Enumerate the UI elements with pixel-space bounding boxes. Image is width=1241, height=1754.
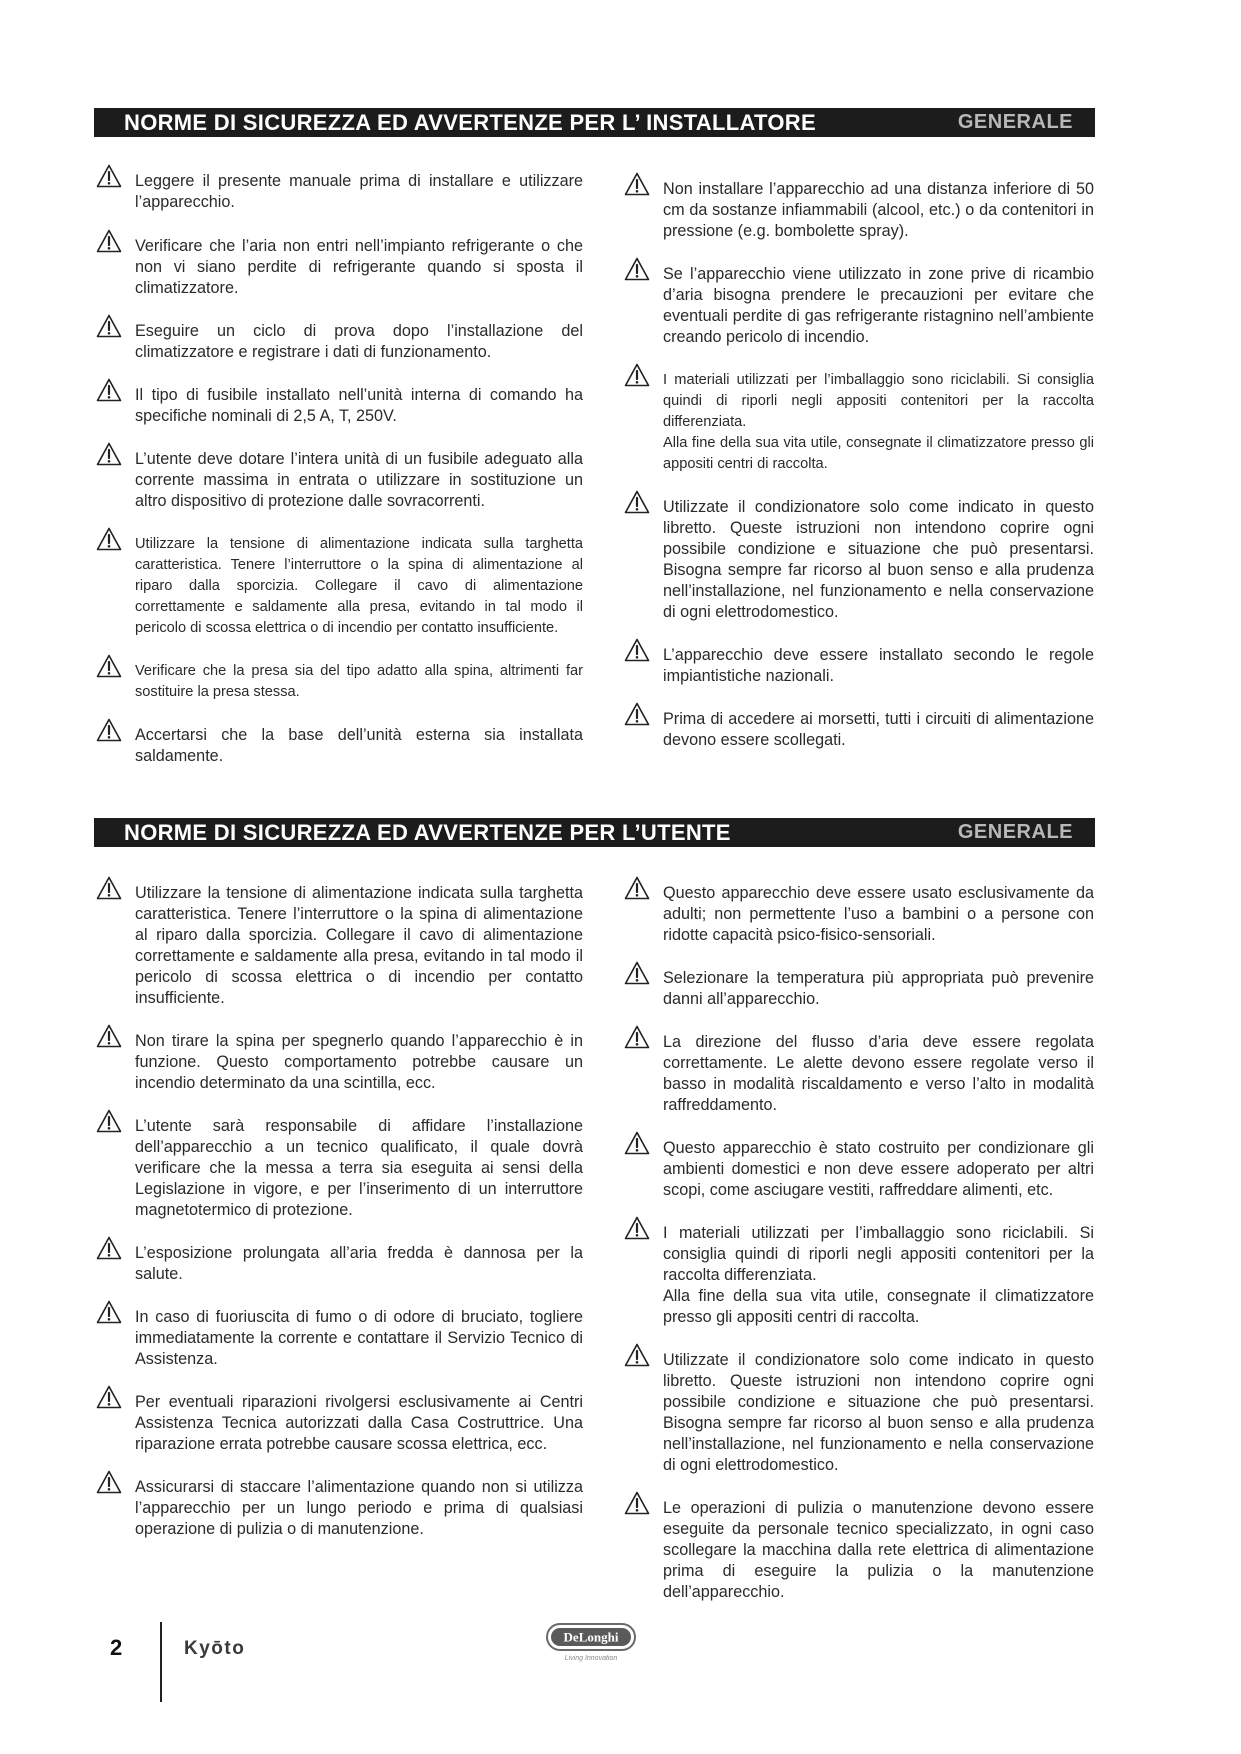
warning-triangle-icon bbox=[624, 257, 650, 281]
warning-triangle-icon bbox=[624, 1131, 650, 1155]
delonghi-logo bbox=[545, 1622, 637, 1664]
user-left-column bbox=[96, 883, 583, 1540]
installer-right-column bbox=[624, 179, 1094, 751]
installer-left-column bbox=[96, 171, 583, 767]
warning-item: Leggere il presente manuale prima di installare e utilizzare l’apparecchio. bbox=[96, 171, 583, 213]
footer-divider bbox=[160, 1622, 162, 1702]
warning-item: Prima di accedere ai morsetti, tutti i circuiti di alimentazione devono essere scollegati. bbox=[624, 709, 1094, 751]
warning-item: Eseguire un ciclo di prova dopo l’installazione del climatizzatore e registrare i dati di funzionamento. bbox=[96, 321, 583, 363]
warning-item: Utilizzare la tensione di alimentazione indicata sulla targhetta caratteristica. Tenere l’interruttore o la spina di alimentazione al riparo dalla sporcizia. Collegare il cavo di alimentazione correttamente e saldamente alla presa, evitando in tal modo il pericolo di scossa elettrica o di incendio per contatto insufficiente. bbox=[96, 534, 583, 639]
warning-item: L’utente sarà responsabile di affidare l’installazione dell’apparecchio a un tecnico qualificato, il quale dovrà verificare che la messa a terra sia eseguita ai sensi della Legislazione in vigore, e per l’inserimento di un interruttore magnetotermico di protezione. bbox=[96, 1116, 583, 1221]
warning-triangle-icon bbox=[96, 1024, 122, 1048]
warning-item: Accertarsi che la base dell’unità esterna sia installata saldamente. bbox=[96, 725, 583, 767]
page-number: 2 bbox=[110, 1635, 123, 1660]
warning-item: Non installare l’apparecchio ad una distanza inferiore di 50 cm da sostanze infiammabili (alcool, etc.) o da contenitori in pressione (e.g. bombolette spray). bbox=[624, 179, 1094, 242]
section-tag: GENERALE bbox=[957, 111, 1073, 133]
warning-item: Questo apparecchio è stato costruito per condizionare gli ambienti domestici e non deve essere adoperato per altri scopi, come asciugare vestiti, raffreddare alimenti, etc. bbox=[624, 1138, 1094, 1201]
warning-triangle-icon bbox=[96, 876, 122, 900]
warning-triangle-icon bbox=[624, 961, 650, 985]
section-tag: GENERALE bbox=[957, 821, 1073, 843]
section-header-user bbox=[94, 818, 1095, 847]
warning-item: L’esposizione prolungata all’aria fredda è dannosa per la salute. bbox=[96, 1243, 583, 1285]
warning-item: Selezionare la temperatura più appropriata può prevenire danni all’apparecchio. bbox=[624, 968, 1094, 1010]
section-title: NORME DI SICUREZZA ED AVVERTENZE PER L’ INSTALLATORE bbox=[124, 109, 816, 135]
logo-tagline: Living Innovation bbox=[564, 1655, 618, 1662]
warning-triangle-icon bbox=[624, 876, 650, 900]
warning-item: In caso di fuoriuscita di fumo o di odore di bruciato, togliere immediatamente la corrente e contattare il Servizio Tecnico di Assistenza. bbox=[96, 1307, 583, 1370]
warning-item: I materiali utilizzati per l’imballaggio sono riciclabili. Si consiglia quindi di riporli negli appositi contenitori per la raccolta differenziata. Alla fine della sua vita utile, consegnate il climatizzatore presso gli appositi centri di raccolta. bbox=[624, 370, 1094, 475]
warning-triangle-icon bbox=[624, 1025, 650, 1049]
warning-triangle-icon bbox=[96, 378, 122, 402]
warning-triangle-icon bbox=[96, 1385, 122, 1409]
warning-triangle-icon bbox=[96, 164, 122, 188]
warning-triangle-icon bbox=[624, 1491, 650, 1515]
warning-item: Per eventuali riparazioni rivolgersi esclusivamente ai Centri Assistenza Tecnica autorizzati dalla Casa Costruttrice. Una riparazione errata potrebbe causare scossa elettrica, ecc. bbox=[96, 1392, 583, 1455]
section-header-installer bbox=[94, 108, 1095, 137]
warning-triangle-icon bbox=[96, 1470, 122, 1494]
warning-item: Se l’apparecchio viene utilizzato in zone prive di ricambio d’aria bisogna prendere le precauzioni per evitare che eventuali perdite di gas refrigerante ristagnino nell’ambiente creando pericolo di incendio. bbox=[624, 264, 1094, 348]
warning-item: L’utente deve dotare l’intera unità di un fusibile adeguato alla corrente massima in entrata o utilizzare in sostituzione un altro dispositivo di protezione dalle sovracorrenti. bbox=[96, 449, 583, 512]
user-right-column bbox=[624, 883, 1094, 1603]
warning-triangle-icon bbox=[624, 638, 650, 662]
warning-item: L’apparecchio deve essere installato secondo le regole impiantistiche nazionali. bbox=[624, 645, 1094, 687]
warning-item: I materiali utilizzati per l’imballaggio sono riciclabili. Si consiglia quindi di riporli negli appositi contenitori per la raccolta differenziata. Alla fine della sua vita utile, consegnate il climatizzatore presso gli appositi centri di raccolta. bbox=[624, 1223, 1094, 1328]
logo-text: DeLonghi bbox=[563, 1629, 619, 1645]
warning-item: Utilizzate il condizionatore solo come indicato in questo libretto. Queste istruzioni non intendono coprire ogni possibile condizione e situazione che può presentarsi. Bisogna sempre far ricorso al buon senso e alla prudenza nell’installazione, nel funzionamento e nella conservazione di ogni elettrodomestico. bbox=[624, 1350, 1094, 1476]
warning-triangle-icon bbox=[624, 172, 650, 196]
warning-triangle-icon bbox=[96, 229, 122, 253]
warning-triangle-icon bbox=[624, 1343, 650, 1367]
warning-item: Il tipo di fusibile installato nell’unità interna di comando ha specifiche nominali di 2,5 A, T, 250V. bbox=[96, 385, 583, 427]
warning-item: Utilizzare la tensione di alimentazione indicata sulla targhetta caratteristica. Tenere l’interruttore o la spina di alimentazione al riparo dalla sporcizia. Collegare il cavo di alimentazione correttamente e saldamente alla presa, evitando in tal modo il pericolo di scossa elettrica o di incendio per contatto insufficiente. bbox=[96, 883, 583, 1009]
warning-triangle-icon bbox=[96, 654, 122, 678]
warning-triangle-icon bbox=[624, 490, 650, 514]
warning-triangle-icon bbox=[96, 1236, 122, 1260]
model-name: Kyōto bbox=[184, 1638, 246, 1659]
warning-triangle-icon bbox=[96, 1300, 122, 1324]
warning-triangle-icon bbox=[624, 1216, 650, 1240]
warning-triangle-icon bbox=[96, 442, 122, 466]
warning-item: Verificare che la presa sia del tipo adatto alla spina, altrimenti far sostituire la presa stessa. bbox=[96, 661, 583, 703]
warning-triangle-icon bbox=[96, 718, 122, 742]
warning-item: Questo apparecchio deve essere usato esclusivamente da adulti; non permettente l’uso a bambini o a persone con ridotte capacità psico-fisico-sensoriali. bbox=[624, 883, 1094, 946]
warning-item: La direzione del flusso d’aria deve essere regolata correttamente. Le alette devono essere regolate verso il basso in modalità riscaldamento e verso l’alto in modalità raffreddamento. bbox=[624, 1032, 1094, 1116]
warning-item: Utilizzate il condizionatore solo come indicato in questo libretto. Queste istruzioni non intendono coprire ogni possibile condizione e situazione che può presentarsi. Bisogna sempre far ricorso al buon senso e alla prudenza nell’installazione, nel funzionamento e nella conservazione di ogni elettrodomestico. bbox=[624, 497, 1094, 623]
warning-triangle-icon bbox=[624, 363, 650, 387]
warning-item: Verificare che l’aria non entri nell’impianto refrigerante o che non vi siano perdite di refrigerante quando si sposta il climatizzatore. bbox=[96, 236, 583, 299]
warning-item: Le operazioni di pulizia o manutenzione devono essere eseguite da personale tecnico specializzato, in ogni caso scollegare la macchina dalla rete elettrica di alimentazione prima di eseguire la pulizia o la manutenzione dell’apparecchio. bbox=[624, 1498, 1094, 1603]
warning-triangle-icon bbox=[96, 1109, 122, 1133]
warning-item: Non tirare la spina per spegnerlo quando l’apparecchio è in funzione. Questo comportamento potrebbe causare un incendio determinato da una scintilla, ecc. bbox=[96, 1031, 583, 1094]
section-title: NORME DI SICUREZZA ED AVVERTENZE PER L’UTENTE bbox=[124, 819, 731, 845]
warning-item: Assicurarsi di staccare l’alimentazione quando non si utilizza l’apparecchio per un lungo periodo e prima di qualsiasi operazione di pulizia o di manutenzione. bbox=[96, 1477, 583, 1540]
warning-triangle-icon bbox=[624, 702, 650, 726]
warning-triangle-icon bbox=[96, 527, 122, 551]
warning-triangle-icon bbox=[96, 314, 122, 338]
